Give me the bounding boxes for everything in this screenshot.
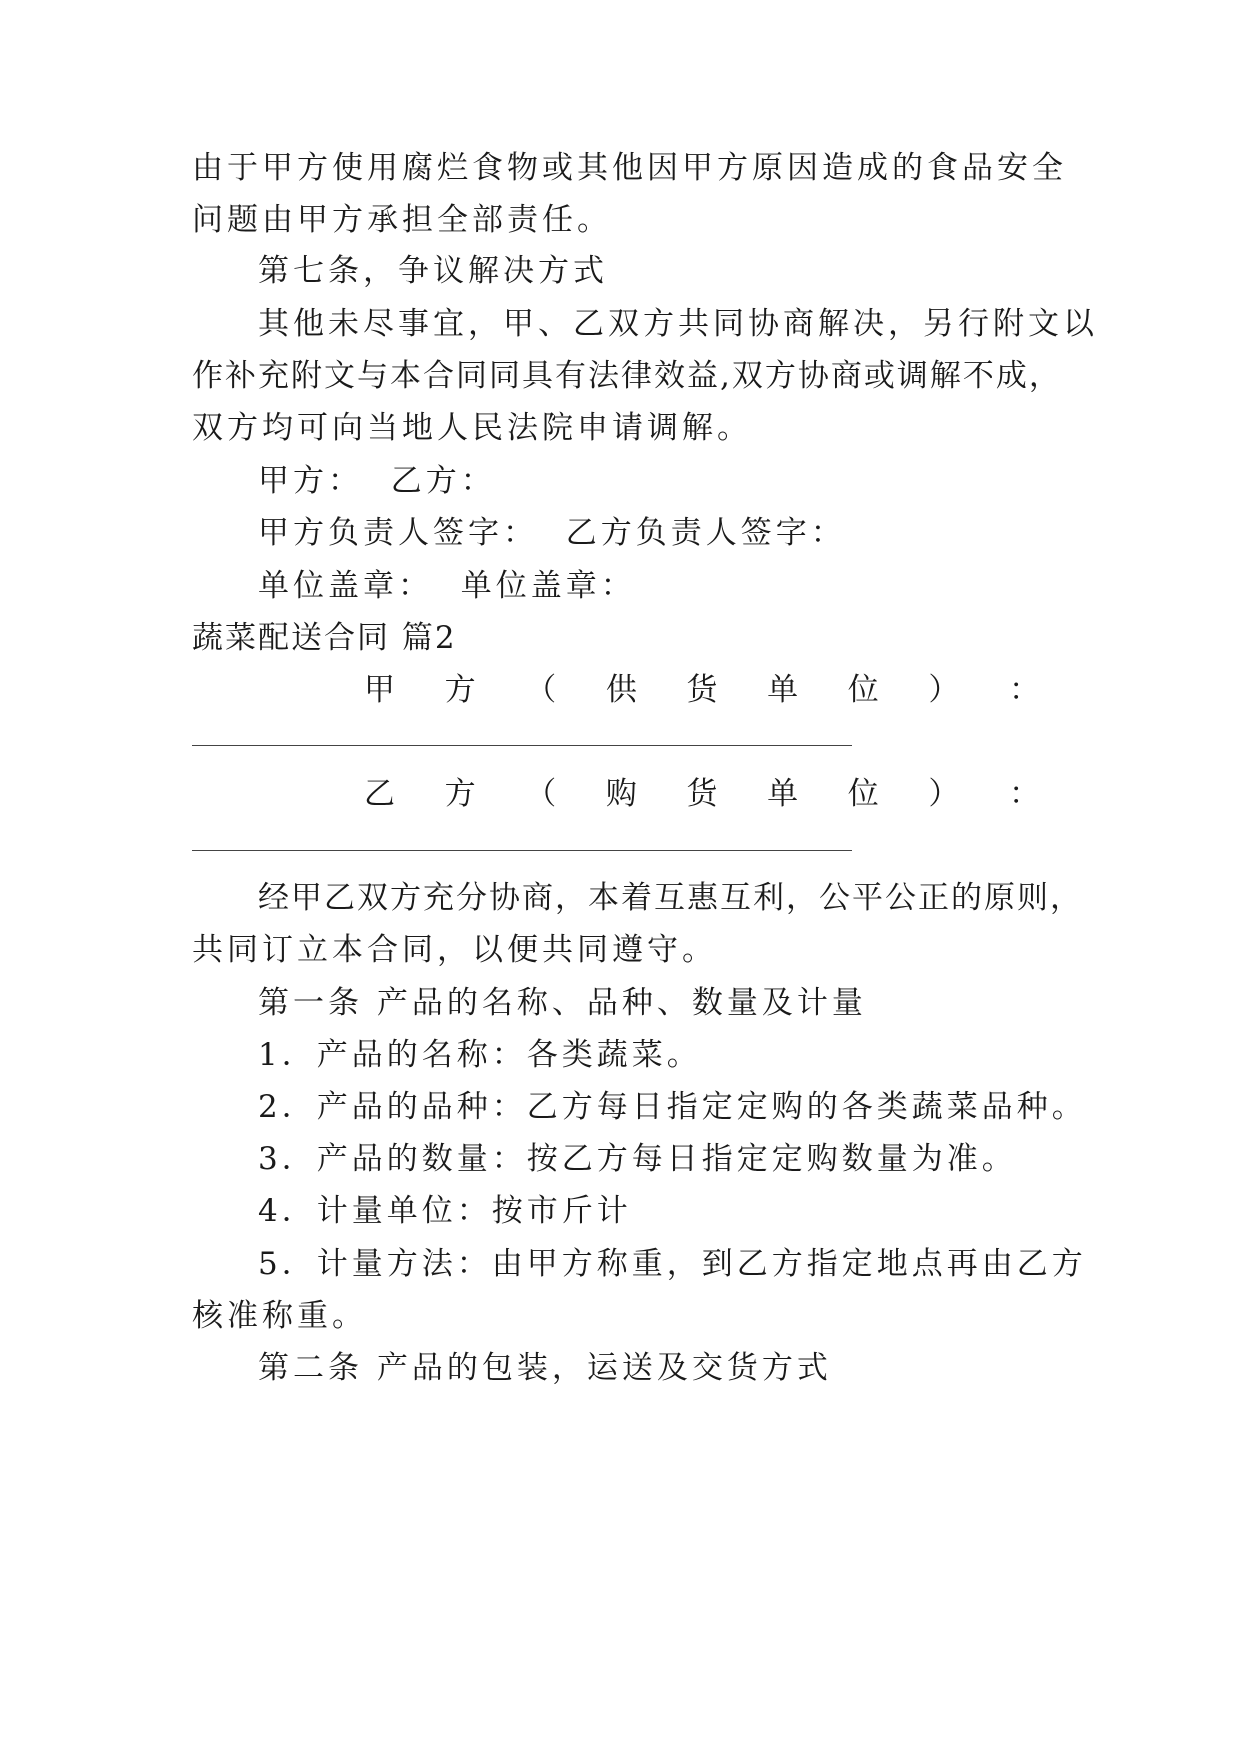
label-char: （ [525, 776, 557, 812]
paragraph-line: 作补充附文与本合同同具有法律效益,双方协商或调解不成， [192, 358, 1062, 394]
paragraph-line: 经甲乙双方充分协商，本着互惠互利，公平公正的原则， [258, 880, 1083, 916]
label-char: 供 [605, 672, 637, 708]
label-char: 货 [686, 672, 718, 708]
label-char: 单 [767, 776, 799, 812]
label-char: 购 [605, 776, 637, 812]
party-a-label [364, 670, 1040, 710]
label-char: 位 [847, 672, 879, 708]
label-char: ） [928, 672, 960, 708]
label-char: ： [1009, 672, 1040, 708]
article-1-title: 第一条 产品的名称、品种、数量及计量 [258, 985, 867, 1021]
signature-persons: 甲方负责人签字： 乙方负责人签字： [258, 515, 846, 551]
list-item: 5．计量方法：由甲方称重，到乙方指定地点再由乙方 [258, 1246, 1087, 1282]
paragraph-line: 双方均可向当地人民法院申请调解。 [192, 410, 752, 446]
label-char: 位 [847, 776, 879, 812]
paragraph-line: 共同订立本合同，以便共同遵守。 [192, 932, 717, 968]
list-item: 3．产品的数量：按乙方每日指定定购数量为准。 [258, 1141, 1017, 1177]
paragraph-line: 问题由甲方承担全部责任。 [192, 202, 612, 238]
party-a-blank-line [192, 745, 852, 746]
signature-parties: 甲方： 乙方： [258, 463, 496, 499]
party-b-label [364, 774, 1040, 814]
label-char: 方 [444, 672, 476, 708]
label-char: 单 [767, 672, 799, 708]
label-char: 甲 [364, 672, 395, 708]
label-char: ： [1009, 776, 1040, 812]
article-2-title: 第二条 产品的包装，运送及交货方式 [258, 1350, 832, 1386]
section-title: 蔬菜配送合同 篇2 [192, 620, 457, 656]
label-char: （ [525, 672, 557, 708]
party-b-blank-line [192, 850, 852, 851]
label-char: 方 [444, 776, 476, 812]
list-item: 1．产品的名称：各类蔬菜。 [258, 1037, 702, 1073]
paragraph-line: 由于甲方使用腐烂食物或其他因甲方原因造成的食品安全 [192, 150, 1067, 186]
article-7-title: 第七条，争议解决方式 [258, 253, 608, 289]
paragraph-line: 其他未尽事宜，甲、乙双方共同协商解决，另行附文以 [258, 306, 1098, 342]
list-item: 4．计量单位：按市斤计 [258, 1193, 632, 1229]
signature-seals: 单位盖章： 单位盖章： [258, 568, 636, 604]
label-char: 货 [686, 776, 718, 812]
label-char: ） [928, 776, 960, 812]
paragraph-line: 核准称重。 [192, 1298, 367, 1334]
label-char: 乙 [364, 776, 395, 812]
list-item: 2．产品的品种：乙方每日指定定购的各类蔬菜品种。 [258, 1089, 1087, 1125]
